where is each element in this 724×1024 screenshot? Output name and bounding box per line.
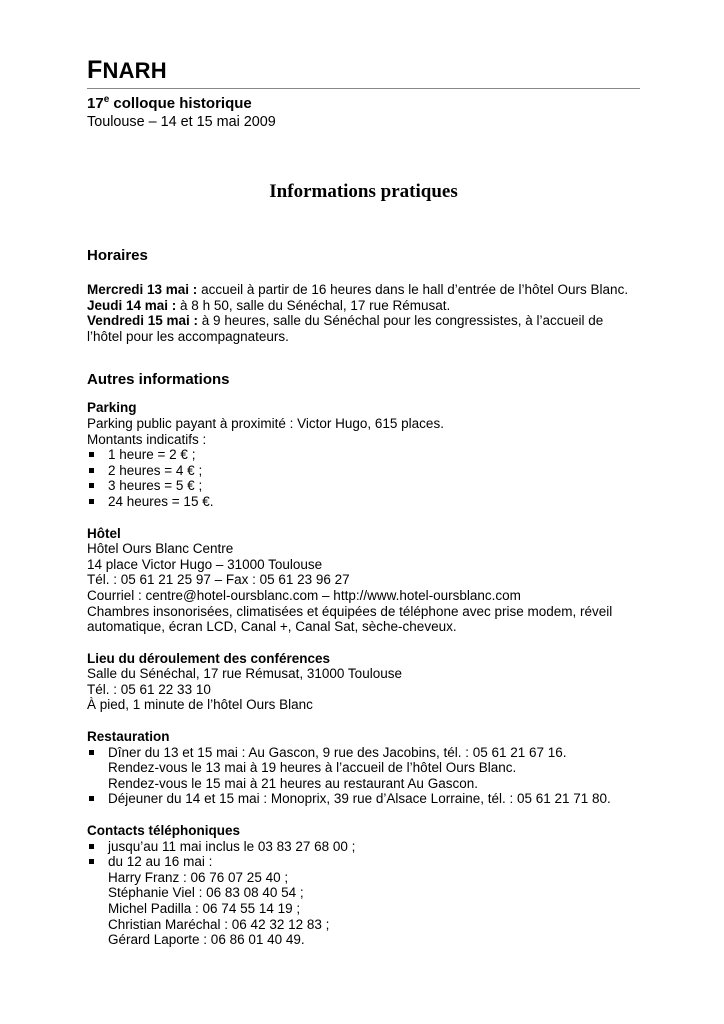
venue-block xyxy=(87,651,640,713)
restauration-list xyxy=(87,745,640,761)
venue-heading: Lieu du déroulement des conférences xyxy=(87,650,331,666)
schedule-list xyxy=(87,282,640,344)
header-divider xyxy=(87,88,640,89)
list-item: Dîner du 13 et 15 mai : Au Gascon, 9 rue des Jacobins, tél. : 05 61 21 67 16. xyxy=(87,745,640,761)
parking-block xyxy=(87,400,640,509)
schedule-item xyxy=(87,313,640,344)
parking-rates-list xyxy=(87,447,640,509)
venue-line: Tél. : 05 61 22 33 10 xyxy=(87,681,211,697)
hotel-block xyxy=(87,526,640,635)
parking-line: Montants indicatifs : xyxy=(87,431,207,447)
parking-heading: Parking xyxy=(87,400,137,416)
schedule-text: accueil à partir de 16 heures dans le hall d’entrée de l’hôtel Ours Blanc. xyxy=(197,282,629,297)
list-item: 2 heures = 4 € ; xyxy=(87,463,640,479)
hotel-line: Courriel : centre@hotel-oursblanc.com – http://www.hotel-oursblanc.com xyxy=(87,587,521,603)
list-item: 3 heures = 5 € ; xyxy=(87,478,640,494)
colloque-title xyxy=(87,95,640,113)
section-autres-heading: Autres informations xyxy=(87,371,230,389)
venue-line: Salle du Sénéchal, 17 rue Rémusat, 31000 Toulouse xyxy=(87,666,402,682)
schedule-day: Jeudi 14 mai : xyxy=(87,297,177,313)
list-item: du 12 au 16 mai : xyxy=(87,854,640,870)
contacts-block xyxy=(87,823,640,948)
event-location-date: Toulouse – 14 et 15 mai 2009 xyxy=(87,114,276,130)
contact-person: Stéphanie Viel : 06 83 08 40 54 ; xyxy=(108,885,304,901)
contact-person: Christian Maréchal : 06 42 32 12 83 ; xyxy=(108,916,330,932)
restauration-subline: Rendez-vous le 15 mai à 21 heures au restaurant Au Gascon. xyxy=(108,775,478,791)
venue-line: À pied, 1 minute de l’hôtel Ours Blanc xyxy=(87,697,313,713)
hotel-heading: Hôtel xyxy=(87,525,121,541)
restauration-list-2 xyxy=(87,791,640,807)
colloque-number: 17 xyxy=(87,95,104,112)
hotel-line: Hôtel Ours Blanc Centre xyxy=(87,541,234,557)
restauration-heading: Restauration xyxy=(87,729,170,745)
hotel-line: 14 place Victor Hugo – 31000 Toulouse xyxy=(87,556,323,572)
schedule-day: Mercredi 13 mai : xyxy=(87,282,198,297)
contacts-list xyxy=(87,839,640,870)
hotel-line: Tél. : 05 61 21 25 97 – Fax : 05 61 23 96 27 xyxy=(87,572,350,588)
contact-person: Harry Franz : 06 76 07 25 40 ; xyxy=(108,869,289,885)
contact-person: Michel Padilla : 06 74 55 14 19 ; xyxy=(108,901,301,916)
brand-rest: NARH xyxy=(102,58,167,83)
list-item: 24 heures = 15 €. xyxy=(87,494,640,510)
schedule-item xyxy=(87,298,640,314)
section-horaires-heading: Horaires xyxy=(87,247,148,264)
brand-logo xyxy=(87,56,640,85)
schedule-item xyxy=(87,282,640,298)
document-page xyxy=(87,56,640,948)
contact-person: Gérard Laporte : 06 86 01 40 49. xyxy=(108,932,305,948)
list-item: Déjeuner du 14 et 15 mai : Monoprix, 39 rue d’Alsace Lorraine, tél. : 05 61 21 71 80. xyxy=(87,791,640,807)
list-item: 1 heure = 2 € ; xyxy=(87,447,640,463)
colloque-superscript: e xyxy=(103,94,110,105)
schedule-text: à 9 heures, salle du Sénéchal pour les congressistes, à l’accueil de l’hôtel pour les accompagnateurs. xyxy=(87,313,604,344)
schedule-text: à 8 h 50, salle du Sénéchal, 17 rue Rémusat. xyxy=(176,297,451,313)
contacts-heading: Contacts téléphoniques xyxy=(87,823,241,839)
schedule-day: Vendredi 15 mai : xyxy=(87,313,199,329)
colloque-label: colloque historique xyxy=(109,95,252,112)
list-item: jusqu’au 11 mai inclus le 03 83 27 68 00 ; xyxy=(87,839,640,855)
restauration-subline: Rendez-vous le 13 mai à 19 heures à l’accueil de l’hôtel Ours Blanc. xyxy=(108,760,517,776)
parking-line: Parking public payant à proximité : Victor Hugo, 615 places. xyxy=(87,415,444,431)
page-title: Informations pratiques xyxy=(269,181,458,202)
restauration-block xyxy=(87,729,640,807)
hotel-line: Chambres insonorisées, climatisées et équipées de téléphone avec prise modem, réveil automatique, écran LCD, Canal +, Canal Sat, sèche-cheveux. xyxy=(87,603,613,635)
brand-initial: F xyxy=(87,56,103,84)
